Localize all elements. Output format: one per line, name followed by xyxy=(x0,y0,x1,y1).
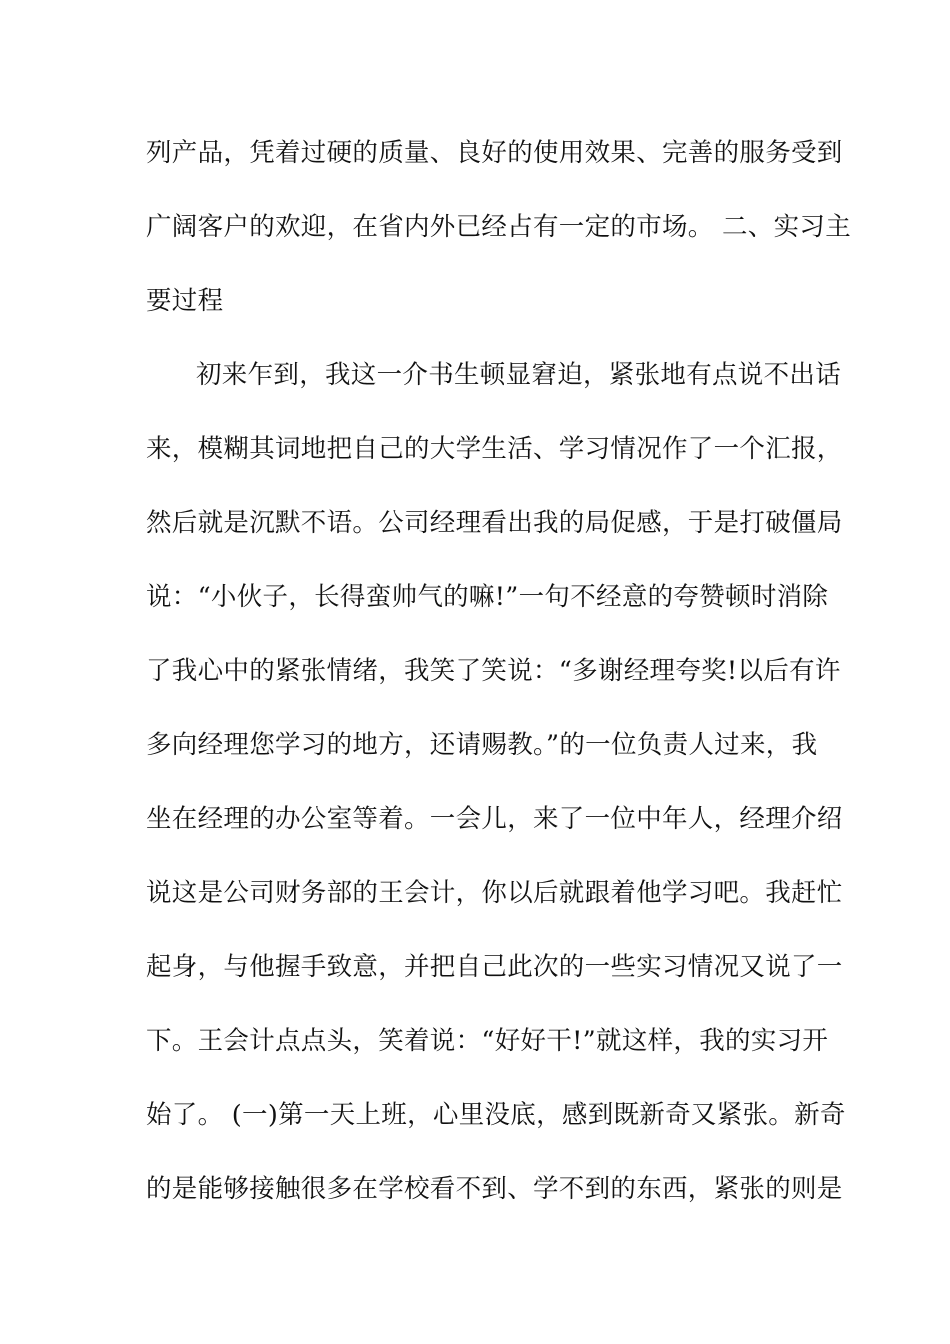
text-line: 说：“小伙子，长得蛮帅气的嘛!”一句不经意的夸赞顿时消除 xyxy=(146,582,829,612)
body-text xyxy=(146,128,852,1238)
text-line: 说这是公司财务部的王会计，你以后就跟着他学习吧。我赶忙 xyxy=(146,878,843,908)
text-line: 的是能够接触很多在学校看不到、学不到的东西，紧张的则是 xyxy=(146,1174,843,1204)
text-line: 了我心中的紧张情绪，我笑了笑说：“多谢经理夸奖!以后有许 xyxy=(146,656,841,686)
text-line: 起身，与他握手致意，并把自己此次的一些实习情况又说了一 xyxy=(146,952,843,982)
text-line: 然后就是沉默不语。公司经理看出我的局促感，于是打破僵局 xyxy=(146,508,843,538)
text-line: 列产品，凭着过硬的质量、良好的使用效果、完善的服务受到 xyxy=(146,138,843,168)
text-line: 要过程 xyxy=(146,286,224,316)
text-line: 多向经理您学习的地方，还请赐教。”的一位负责人过来，我 xyxy=(146,730,818,760)
text-line: 下。王会计点点头，笑着说：“好好干!”就这样，我的实习开 xyxy=(146,1026,829,1056)
text-line: 来，模糊其词地把自己的大学生活、学习情况作了一个汇报， xyxy=(146,434,843,464)
text-line: 初来乍到，我这一介书生顿显窘迫，紧张地有点说不出话 xyxy=(196,360,842,390)
text-line: 广阔客户的欢迎，在省内外已经占有一定的市场。 二、实习主 xyxy=(146,212,852,242)
text-line: 坐在经理的办公室等着。一会儿，来了一位中年人，经理介绍 xyxy=(146,804,843,834)
text-line: 始了。 (一)第一天上班，心里没底，感到既新奇又紧张。新奇 xyxy=(146,1100,846,1130)
